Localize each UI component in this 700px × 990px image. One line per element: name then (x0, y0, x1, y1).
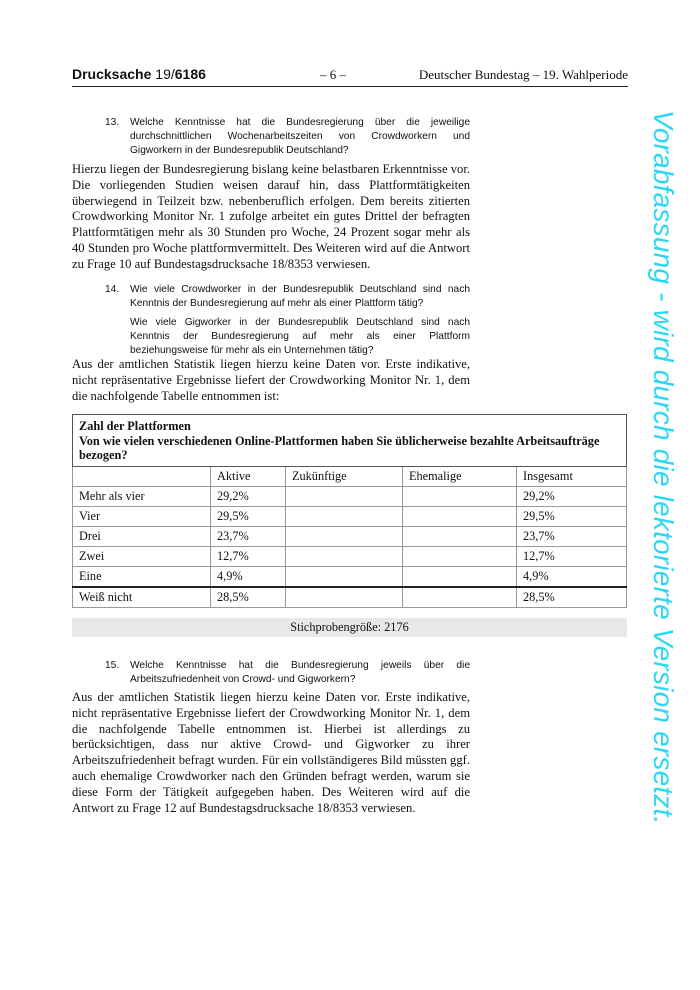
table-cell (403, 506, 517, 526)
column-header (73, 466, 211, 486)
table-cell: Eine (73, 566, 211, 587)
table-cell (403, 566, 517, 587)
table-cell: 28,5% (517, 587, 627, 608)
table-header-row (73, 466, 627, 486)
table-cell: Zwei (73, 546, 211, 566)
table-caption (73, 415, 627, 467)
table-cell: 23,7% (517, 526, 627, 546)
table-row (73, 566, 627, 587)
table-cell (286, 526, 403, 546)
watermark-text: Vorabfassung - wird durch die lektorierte Version ersetzt. (648, 110, 679, 825)
table-cell: 23,7% (211, 526, 286, 546)
table-cell (286, 486, 403, 506)
column-header: Ehemalige (403, 466, 517, 486)
page-header (72, 64, 628, 87)
question-text: Wie viele Gigworker in der Bundesrepublik Deutschland sind nach Kenntnis der Bundesregierung auf mehr als einer Plattform beziehungsweise für mehr als ein Unternehmen tätig? (130, 317, 470, 356)
question-number: 14. (105, 284, 120, 295)
publisher: Deutscher Bundestag – 19. Wahlperiode (418, 67, 628, 82)
table-cell: 4,9% (211, 566, 286, 587)
question-text: Welche Kenntnisse hat die Bundesregierung über die jeweilige durchschnittlichen Wochenarbeitszeiten von Crowdworkern und Gigworkern in der Bundesrepublik Deutschland? (130, 117, 470, 156)
table-cell (286, 506, 403, 526)
table-cell: 28,5% (211, 587, 286, 608)
table-title: Zahl der Plattformen (79, 419, 191, 433)
platforms-table (72, 414, 627, 608)
table-row (73, 486, 627, 506)
table-cell (286, 546, 403, 566)
question-text: Welche Kenntnisse hat die Bundesregierung jeweils über die Arbeitszufriedenheit von Crowd- und Gigworkern? (130, 660, 470, 685)
table-cell: 29,5% (211, 506, 286, 526)
table-cell: Vier (73, 506, 211, 526)
table-row (73, 587, 627, 608)
table-cell (403, 546, 517, 566)
table-cell (403, 587, 517, 608)
answer-14: Aus der amtlichen Statistik liegen hierzu keine Daten vor. Erste indikative, nicht repräsentative Ergebnisse liefert der Crowdworking Monitor Nr. 1, dem die nachfolgende Tabelle entnommen ist: (72, 357, 470, 403)
table-cell: 12,7% (517, 546, 627, 566)
table-cell: 29,2% (517, 486, 627, 506)
column-header: Zukünftige (286, 466, 403, 486)
table-caption-row (73, 415, 627, 467)
question-number: 15. (105, 660, 120, 671)
answer-13: Hierzu liegen der Bundesregierung bislang keine belastbaren Erkenntnisse vor. Die vorliegenden Studien weisen darauf hin, dass Plattformtätigkeiten überwiegend in Teilzeit bzw. nebenberuflich erfolgen. Dem bereits zitierten Crowdworking Monitor Nr. 1 zufolge arbeitet ein gutes Drittel der befragten Plattformtätigen mehr als 30 Stunden pro Woche, 24 Prozent sogar mehr als 40 Stunden pro Woche plattformvermittelt. Des Weiteren wird auf die Antwort zu Frage 10 auf Bundestagsdrucksache 18/8353 verwiesen. (72, 162, 470, 271)
draft-watermark (638, 110, 688, 910)
table-cell: 29,2% (211, 486, 286, 506)
table-cell (286, 566, 403, 587)
question-14 (105, 283, 470, 363)
sample-size: Stichprobengröße: 2176 (72, 618, 627, 637)
table-row (73, 526, 627, 546)
table-row (73, 546, 627, 566)
table-cell: Weiß nicht (73, 587, 211, 608)
table-cell (403, 526, 517, 546)
document-number: Drucksache 19/6186 (72, 66, 206, 82)
question-13 (105, 116, 470, 163)
page-number: – 6 – (320, 67, 346, 82)
table-cell (286, 587, 403, 608)
question-number: 13. (105, 117, 120, 128)
table-cell: 29,5% (517, 506, 627, 526)
table-row (73, 506, 627, 526)
table-cell: 4,9% (517, 566, 627, 587)
question-15 (105, 659, 470, 692)
column-header: Aktive (211, 466, 286, 486)
column-header: Insgesamt (517, 466, 627, 486)
table-cell: Drei (73, 526, 211, 546)
table-cell (403, 486, 517, 506)
table-subtitle: Von wie vielen verschiedenen Online-Plattformen haben Sie üblicherweise bezahlte Arbeitsaufträge bezogen? (79, 433, 600, 462)
table-cell: Mehr als vier (73, 486, 211, 506)
table-cell: 12,7% (211, 546, 286, 566)
answer-15: Aus der amtlichen Statistik liegen hierzu keine Daten vor. Erste indikative, nicht repräsentative Ergebnisse liefert der Crowdworking Monitor Nr. 1, dem die nachfolgende Tabelle entnommen ist. Hierbei ist allerdings zu berücksichtigen, dass nur aktive Crowd- und Gigworker zu ihrer Arbeitszufriedenheit befragt wurden. Für ein vollständigeres Bild müssten ggf. auch ehemalige Crowdworker nach den Gründen befragt werden, warum sie diese Form der Tätigkeit aufgegeben haben. Des Weiteren wird auf die Antwort zu Frage 12 auf Bundestagsdrucksache 18/8353 verwiesen. (72, 690, 470, 815)
question-text: Wie viele Crowdworker in der Bundesrepublik Deutschland sind nach Kenntnis der Bundesregierung auf mehr als einer Plattform tätig? (130, 284, 470, 309)
